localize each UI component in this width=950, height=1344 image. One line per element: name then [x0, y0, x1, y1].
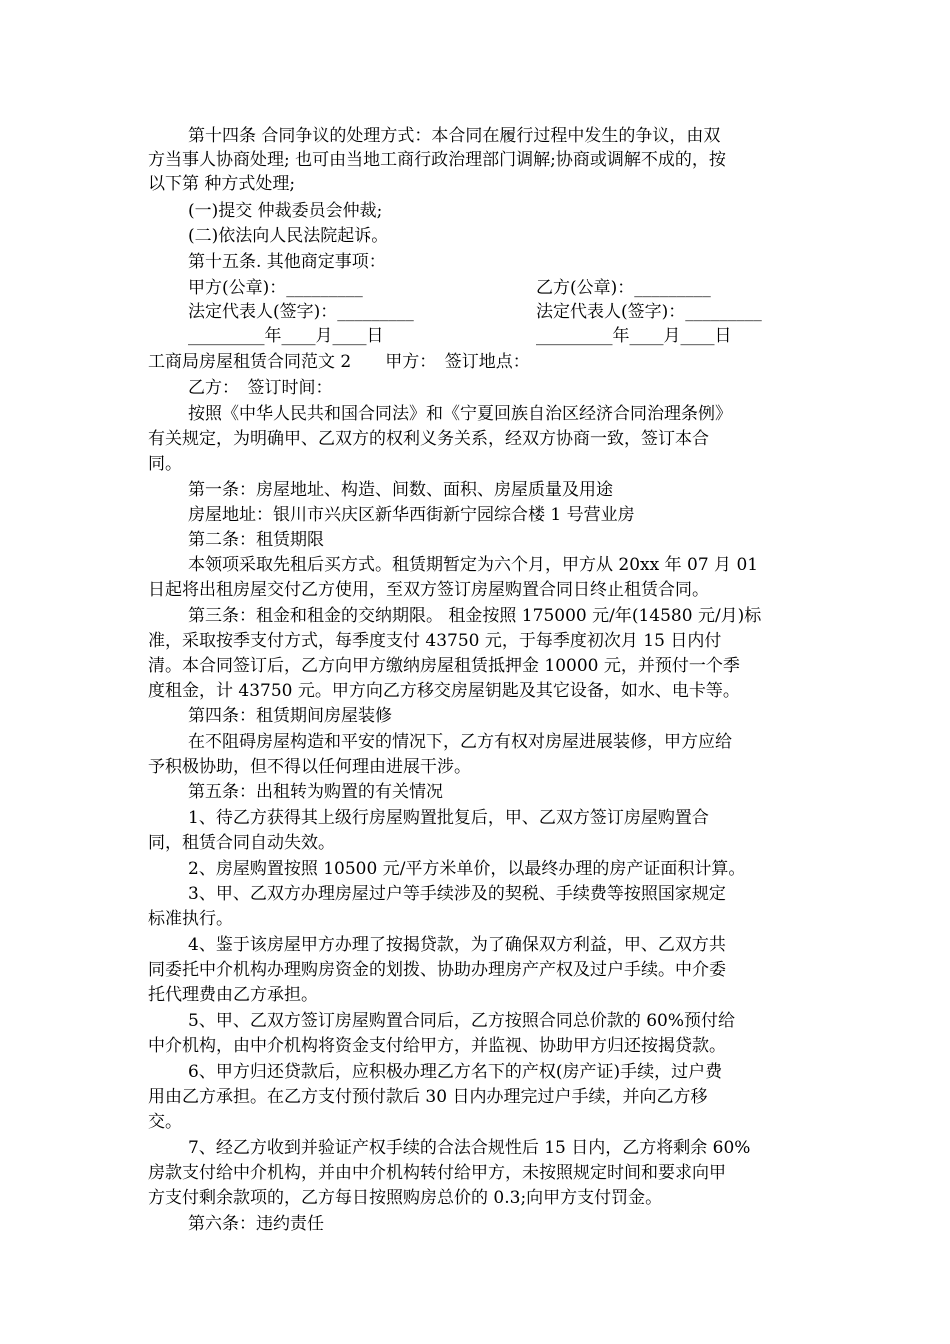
text-line: 有关规定，为明确甲、乙双方的权利义务关系，经双方协商一致，签订本合 — [148, 429, 709, 449]
text-line: 第六条：违约责任 — [188, 1214, 324, 1234]
text-line: 同委托中介机构办理购房资金的划拨、协助办理房产产权及过户手续。中介委 — [148, 960, 726, 980]
text-line: 2、房屋购置按照 10500 元/平方米单价，以最终办理的房产证面积计算。 — [188, 859, 746, 879]
party-a-date: _________年____月____日 — [188, 326, 384, 346]
text-line: 用由乙方承担。在乙方支付预付款后 30 日内办理完过户手续，并向乙方移 — [148, 1087, 708, 1107]
text-line: 第十五条. 其他商定事项： — [188, 252, 386, 272]
text-line: 方支付剩余款项的，乙方每日按照购房总价的 0.3;向甲方支付罚金。 — [148, 1188, 663, 1208]
text-line: 第十四条 合同争议的处理方式：本合同在履行过程中发生的争议，由双 — [188, 126, 721, 146]
text-line: 4、鉴于该房屋甲方办理了按揭贷款，为了确保双方利益，甲、乙双方共 — [188, 935, 726, 955]
text-line: (二)依法向人民法院起诉。 — [188, 226, 389, 246]
party-a-seal: 甲方(公章)：_________ — [188, 278, 363, 298]
text-line: 准，采取按季支付方式，每季度支付 43750 元，于每季度初次月 15 日内付 — [148, 631, 722, 651]
text-line: 清。本合同签订后，乙方向甲方缴纳房屋租赁抵押金 10000 元，并预付一个季 — [148, 656, 740, 676]
text-line: 予积极协助，但不得以任何理由进展干涉。 — [148, 757, 471, 777]
text-line: 日起将出租房屋交付乙方使用，至双方签订房屋购置合同日终止租赁合同。 — [148, 580, 709, 600]
party-b-seal: 乙方(公章)：_________ — [536, 278, 711, 298]
text-line: 第三条：租金和租金的交纳期限。 租金按照 175000 元/年(14580 元/月)标 — [188, 606, 762, 626]
text-line: 乙方： 签订时间： — [188, 378, 333, 398]
text-line: 度租金，计 43750 元。甲方向乙方移交房屋钥匙及其它设备，如水、电卡等。 — [148, 681, 740, 701]
text-line: 房款支付给中介机构，并由中介机构转付给甲方，未按照规定时间和要求向甲 — [148, 1163, 726, 1183]
text-line: 5、甲、乙双方签订房屋购置合同后，乙方按照合同总价款的 60%预付给 — [188, 1011, 736, 1031]
text-line: 中介机构，由中介机构将资金支付给甲方，并监视、协助甲方归还按揭贷款。 — [148, 1036, 726, 1056]
text-line: 方当事人协商处理; 也可由当地工商行政治理部门调解;协商或调解不成的，按 — [148, 150, 726, 170]
text-line: 同。 — [148, 454, 182, 474]
text-line: 7、经乙方收到并验证产权手续的合法合规性后 15 日内，乙方将剩余 60% — [188, 1138, 751, 1158]
text-line: 6、甲方归还贷款后，应积极办理乙方名下的产权(房产证)手续，过户费 — [188, 1062, 723, 1082]
text-line: 交。 — [148, 1112, 182, 1132]
text-line: 本领项采取先租后买方式。租赁期暂定为六个月，甲方从 20xx 年 07 月 01 — [188, 555, 759, 575]
text-line: 房屋地址：银川市兴庆区新华西街新宁园综合楼 1 号营业房 — [188, 505, 635, 525]
text-line: 第四条：租赁期间房屋装修 — [188, 706, 392, 726]
text-line: 第二条：租赁期限 — [188, 530, 324, 550]
text-line: 同，租赁合同自动失效。 — [148, 833, 335, 853]
party-a-representative: 法定代表人(签字)：_________ — [188, 302, 414, 322]
text-line: 第五条：出租转为购置的有关情况 — [188, 782, 443, 802]
text-line: 第一条：房屋地址、构造、间数、面积、房屋质量及用途 — [188, 480, 613, 500]
text-line: 1、待乙方获得其上级行房屋购置批复后，甲、乙双方签订房屋购置合 — [188, 808, 709, 828]
text-line: (一)提交 仲裁委员会仲裁; — [188, 201, 383, 221]
text-line: 以下第 种方式处理; — [148, 174, 296, 194]
text-line: 托代理费由乙方承担。 — [148, 985, 318, 1005]
text-line: 在不阻碍房屋构造和平安的情况下，乙方有权对房屋进展装修，甲方应给 — [188, 732, 732, 752]
party-b-date: _________年____月____日 — [536, 326, 732, 346]
text-line: 3、甲、乙双方办理房屋过户等手续涉及的契税、手续费等按照国家规定 — [188, 884, 726, 904]
party-b-representative: 法定代表人(签字)：_________ — [536, 302, 762, 322]
text-line: 标准执行。 — [148, 909, 233, 929]
text-line: 按照《中华人民共和国合同法》和《宁夏回族自治区经济合同治理条例》 — [188, 404, 732, 424]
section-title: 工商局房屋租赁合同范文 2 甲方： 签订地点： — [148, 352, 530, 372]
